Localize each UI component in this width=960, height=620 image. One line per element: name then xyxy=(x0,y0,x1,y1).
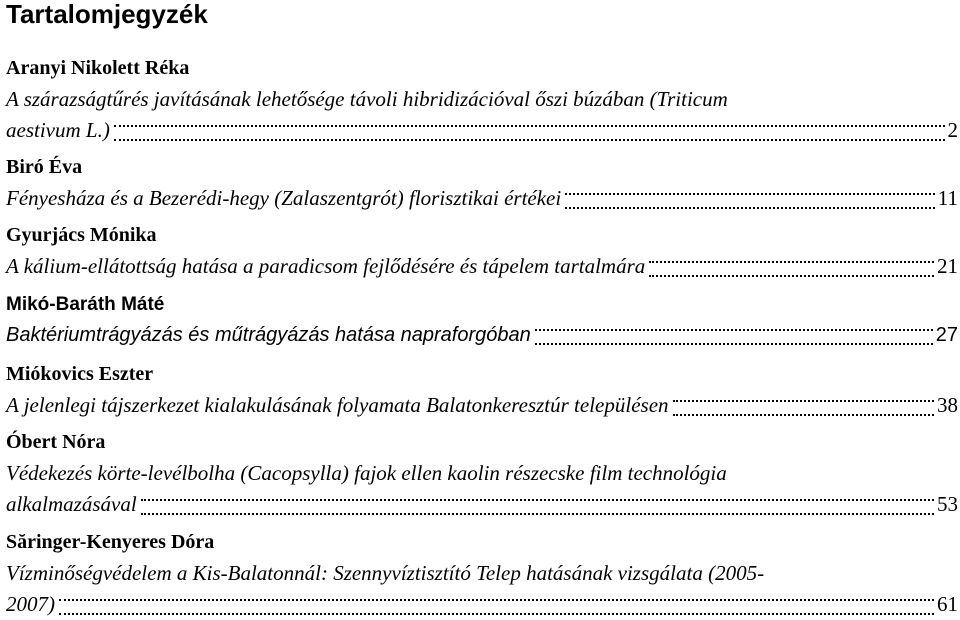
toc-page-number[interactable]: 2 xyxy=(947,118,958,142)
toc-title-text: 2007) xyxy=(6,592,55,616)
toc-title-text: aestivum L.) xyxy=(6,118,110,142)
toc-author: Biró Éva xyxy=(6,156,83,178)
dot-leader xyxy=(59,599,934,615)
toc-page-number[interactable]: 21 xyxy=(937,254,958,278)
dot-leader xyxy=(649,261,934,277)
toc-author: Aranyi Nikolett Réka xyxy=(6,57,190,79)
toc-entry[interactable] xyxy=(6,53,958,146)
dot-leader xyxy=(535,329,933,345)
toc-entry[interactable] xyxy=(6,359,958,421)
toc-author: Miókovics Eszter xyxy=(6,363,154,385)
toc-title-line xyxy=(6,489,958,520)
toc-page-number[interactable]: 53 xyxy=(937,492,958,516)
page-title: Tartalomjegyzék xyxy=(6,0,208,29)
toc-author: Mikó-Baráth Máté xyxy=(6,294,165,315)
toc-title-text: A jelenlegi tájszerkezet kialakulásának folyamata Balatonkeresztúr településen xyxy=(6,393,669,417)
toc-title-line xyxy=(6,320,958,351)
dot-leader xyxy=(673,400,934,416)
toc-title-line xyxy=(6,183,958,214)
toc-author: Gyurjács Mónika xyxy=(6,224,157,246)
dot-leader xyxy=(565,193,935,209)
toc-title-line xyxy=(6,390,958,421)
toc-title-text: A kálium-ellátottság hatása a paradicsom fejlődésére és tápelem tartalmára xyxy=(6,254,646,278)
toc-title-line: Védekezés körte-levélbolha (Cacopsylla) fajok ellen kaolin részecske film technológia xyxy=(6,461,727,485)
toc-title-line: A szárazságtűrés javításának lehetősége távoli hibridizációval őszi búzában (Triticum xyxy=(6,87,728,111)
toc-page-number[interactable]: 61 xyxy=(937,592,958,616)
toc-author: Óbert Nóra xyxy=(6,431,106,453)
toc-title-text: Baktériumtrágyázás és műtrágyázás hatása napraforgóban xyxy=(6,324,531,346)
toc-entry[interactable] xyxy=(6,527,958,620)
toc-page-number[interactable]: 11 xyxy=(937,186,958,210)
toc-entry[interactable] xyxy=(6,220,958,282)
toc-author: Săringer-Kenyeres Dóra xyxy=(6,531,215,553)
toc-entry[interactable] xyxy=(6,289,958,351)
toc-title-line xyxy=(6,115,958,146)
dot-leader xyxy=(114,125,945,141)
toc-entry[interactable] xyxy=(6,427,958,520)
toc-title-text: alkalmazásával xyxy=(6,492,137,516)
toc-entry[interactable] xyxy=(6,152,958,214)
toc-page-number[interactable]: 38 xyxy=(937,393,958,417)
dot-leader xyxy=(141,499,934,515)
toc-title-line: Vízminőségvédelem a Kis-Balatonnál: Szennyvíztisztító Telep hatásának vizsgálata (2005- xyxy=(6,561,765,585)
toc-title-line xyxy=(6,251,958,282)
toc-title-text: Fényesháza és a Bezerédi-hegy (Zalaszentgrót) florisztikai értékei xyxy=(6,186,562,210)
toc-title-line xyxy=(6,589,958,620)
toc-page-number[interactable]: 27 xyxy=(935,324,958,346)
